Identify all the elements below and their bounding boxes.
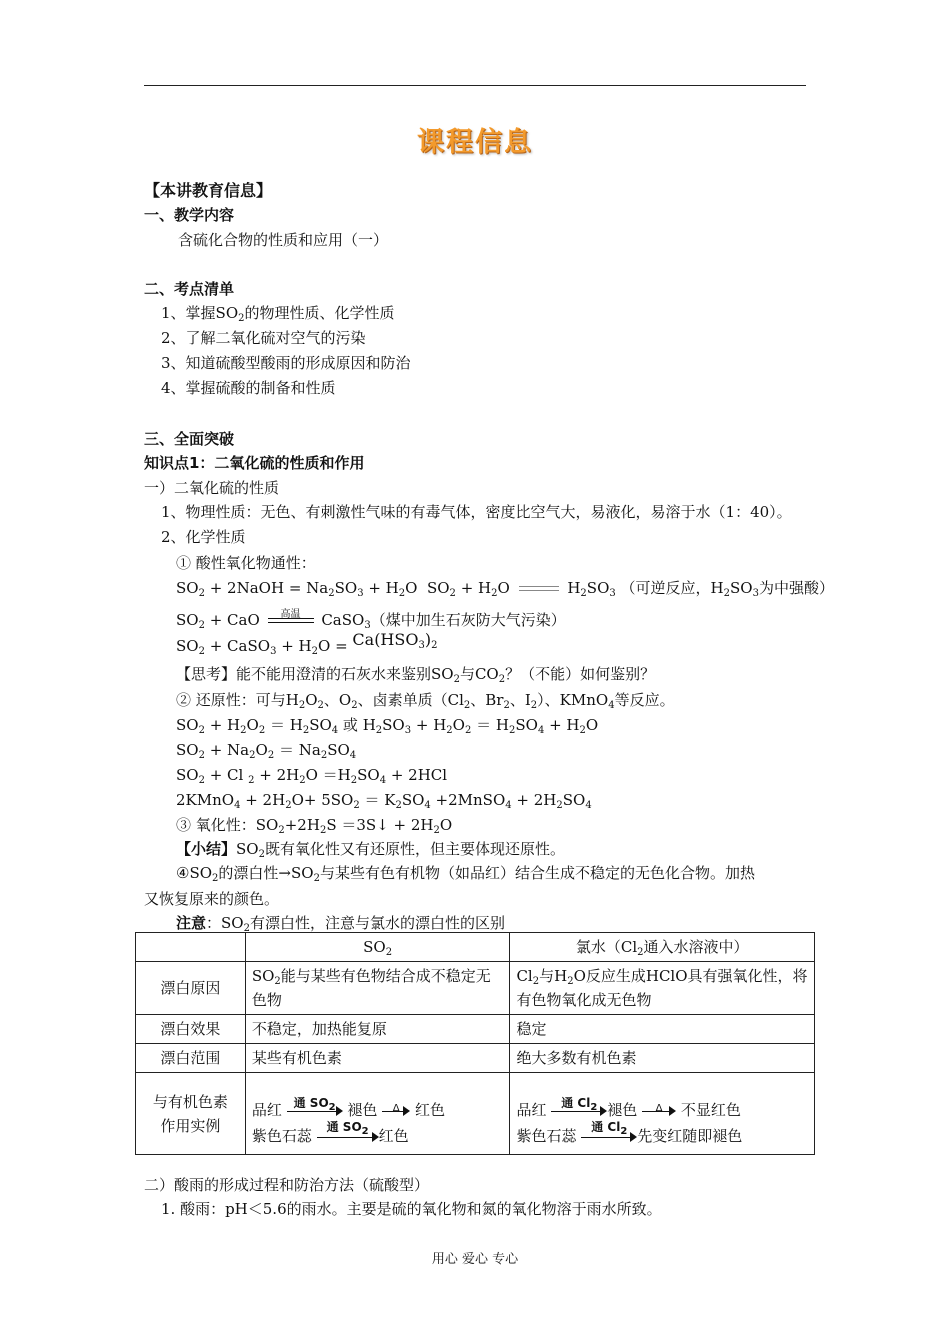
heat-arrow-icon: Δ: [642, 1103, 676, 1119]
s1-content: 含硫化合物的性质和应用（一）: [178, 231, 389, 249]
reducibility-heading: ② 还原性：可与$H_2O_2$、$O_2$、卤素单质（$Cl_2$、$Br_2$、$I_2$）、KMnO$_4$等反应。: [176, 691, 675, 711]
header-rule: [144, 85, 806, 86]
table-cell: 品红 通 $SO_2$ 褪色 Δ 红色 紫色石蕊 通 $SO_2$ 红色: [245, 1073, 510, 1155]
think-question: 【思考】能不能用澄清的石灰水来鉴别$SO_2$与$CO_2$？（不能）如何鉴别？: [176, 665, 656, 685]
table-cell: $Cl_2$与$H_2O$反应生成HClO具有强氧化性，将有色物氧化成无色物: [510, 962, 815, 1015]
acid-rain-definition: 1. 酸雨：pH＜5.6的雨水。主要是硫的氧化物和氮的氧化物溶于雨水所致。: [161, 1200, 662, 1218]
subsection-title: 二）酸雨的形成过程和防治方法（硫酸型）: [144, 1176, 430, 1194]
table-cell: 稳定: [510, 1015, 815, 1044]
list-item: 1、掌握$SO_2$的物理性质、化学性质: [161, 304, 395, 324]
comparison-table: [135, 932, 815, 1155]
summary: 【小结】$SO_2$既有氧化性又有还原性，但主要体现还原性。: [176, 840, 565, 860]
page-footer: 用心 爱心 专心: [431, 1252, 519, 1267]
s2-heading: 二、考点清单: [144, 280, 235, 298]
row-label: 漂白范围: [136, 1044, 246, 1073]
reversible-arrow-icon: [519, 584, 559, 594]
s3-heading: 三、全面突破: [144, 430, 235, 448]
table-cell: 不稳定，加热能复原: [245, 1015, 510, 1044]
oxidizability: ③ 氧化性：$SO_2+2H_2S$ ＝3S↓ + $2H_2O$: [176, 816, 453, 836]
note: 注意：$SO_2$有漂白性，注意与氯水的漂白性的区别: [176, 914, 505, 934]
physical-properties: 1、物理性质：无色、有刺激性气味的有毒气体，密度比空气大，易液化，易溶于水（1：40）。: [161, 503, 792, 521]
reaction-arrow-icon: 通 $SO_2$: [287, 1103, 343, 1119]
equation: $SO_2$ + 2NaOH = $Na_2SO_3 + H_2O$ $SO_2 + H_2O$ $H_2SO_3$ （可逆反应，$H_2SO_3$为中强酸）: [176, 579, 834, 599]
subsection-title: 一）二氧化硫的性质: [144, 479, 280, 497]
table-row: [136, 1015, 815, 1044]
reaction-arrow-icon: 通 $Cl_2$: [551, 1103, 607, 1119]
table-cell: [136, 933, 246, 962]
bleaching-text: $④SO_2$的漂白性$\to SO_2$与某些有色有机物（如品红）结合生成不稳定的无色化合物。加热: [176, 864, 755, 884]
s1-heading: 一、教学内容: [144, 206, 235, 224]
row-label: 漂白效果: [136, 1015, 246, 1044]
heat-arrow-icon: Δ: [382, 1103, 410, 1119]
row-label: 与有机色素 作用实例: [136, 1073, 246, 1155]
table-cell: $SO_2$能与某些有色物结合成不稳定无色物: [245, 962, 510, 1015]
equation: $SO_2$ + CaO 高温 CaSO$_3$（煤中加生石灰防大气污染）: [176, 609, 566, 631]
list-item: 4、掌握硫酸的制备和性质: [161, 379, 336, 397]
reaction-arrow-icon: 通 $SO_2$: [317, 1129, 379, 1145]
knowledge-point-title: 知识点1：二氧化硫的性质和作用: [144, 454, 365, 472]
high-temperature-sign: 高温: [268, 614, 314, 628]
chemical-properties-heading: 2、化学性质: [161, 528, 246, 546]
table-cell: 绝大多数有机色素: [510, 1044, 815, 1073]
equation: $SO_2 + H_2O_2 = H_2SO_4$ 或 $H_2SO_3 + H_2O_2 = H_2SO_4 + H_2O$: [176, 716, 599, 736]
list-item: 2、了解二氧化硫对空气的污染: [161, 329, 366, 347]
equation: $SO_2$ + CaSO$_3$ + $H_2O = Ca(HSO_3)_2$: [176, 630, 438, 657]
table-row: [136, 1073, 815, 1155]
table-row: [136, 962, 815, 1015]
table-cell: 某些有机色素: [245, 1044, 510, 1073]
equation: 2KMnO$_4$ + $2H_2O+ 5SO_2 = K_2SO_4$ +2MnSO$_4$ + $2H_2SO_4$: [176, 791, 592, 811]
acidic-oxide-heading: ① 酸性氧化物通性：: [176, 554, 316, 572]
table-cell: 品红 通 $Cl_2$ 褪色 Δ 不显红色 紫色石蕊 通 $Cl_2$ 先变红随即褪色: [510, 1073, 815, 1155]
equation: $SO_2 + Cl$ $_2 + 2H_2O =H_2SO_4 + 2HCl$: [176, 766, 448, 786]
table-header: $SO_2$: [245, 933, 510, 962]
equation: $SO_2 + Na_2O_2 = Na_2SO_4$: [176, 741, 357, 761]
table-header-row: [136, 933, 815, 962]
list-item: 3、知道硫酸型酸雨的形成原因和防治: [161, 354, 411, 372]
bleaching-text-cont: 又恢复原来的颜色。: [144, 890, 280, 908]
row-label: 漂白原因: [136, 962, 246, 1015]
table-header: 氯水（$Cl_2$通入水溶液中）: [510, 933, 815, 962]
page-title: 课程信息: [417, 127, 533, 158]
reaction-arrow-icon: 通 $Cl_2$: [581, 1129, 637, 1145]
section-heading: 【本讲教育信息】: [144, 181, 273, 200]
table-row: [136, 1044, 815, 1073]
